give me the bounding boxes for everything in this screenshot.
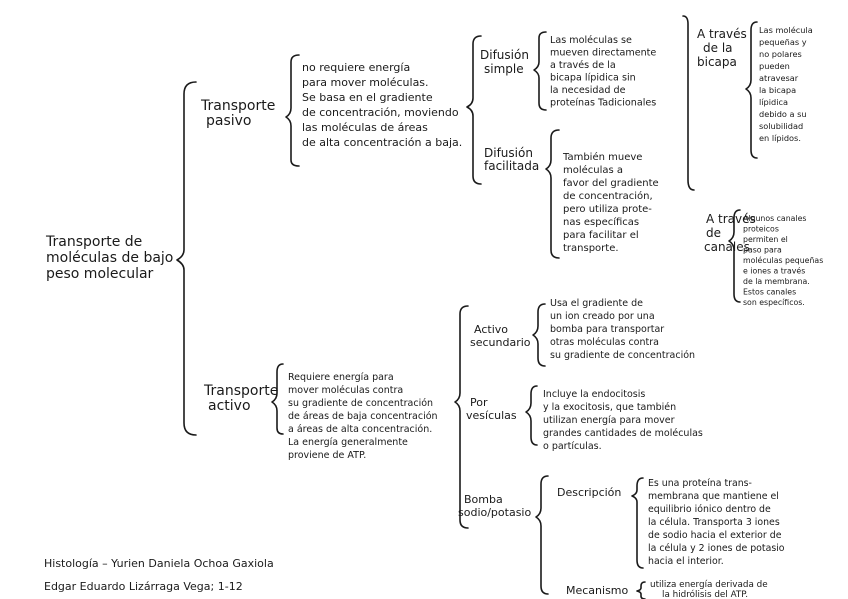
pump-description-label: Descripción: [557, 486, 622, 499]
pump-bracket: [536, 476, 548, 594]
simple-diffusion-label: Difusión simple: [480, 48, 529, 76]
channels-route-label: A través de canales: [704, 212, 756, 254]
pump-mechanism-text: utiliza energía derivada de la hidrólisis del ATP.: [650, 580, 768, 599]
pump-mechanism-label: Mecanismo: [566, 584, 629, 597]
bilayer-route-label: A través de la bicapa: [697, 27, 747, 69]
pump-description-text: Es una proteína trans- membrana que mantiene el equilibrio iónico dentro de la célula. Transporta 3 iones de sodio hacia el exterior de la célula y 2 iones de potasio hacia el interior.: [648, 478, 785, 567]
secondary-active-description: Usa el gradiente de un ion creado por una bomba para transportar otras moléculas contra su gradiente de concentración: [550, 298, 696, 361]
sodium-potassium-pump-label: Bomba sodio/potasio: [458, 493, 532, 519]
simple-diffusion-description: Las moléculas se mueven directamente a través de la bicapa lípidica sin la necesidad de proteínas Tadicionales: [550, 35, 657, 109]
passive-types-bracket: [467, 36, 481, 184]
passive-desc-bracket: [286, 55, 299, 166]
secondary-active-label: Activo secundario: [470, 323, 531, 349]
bilayer-bracket: [746, 22, 757, 158]
pump-description-bracket: [632, 478, 643, 568]
vesicles-label: Por vesículas: [466, 396, 517, 422]
simple-diffusion-right-bracket: [683, 16, 694, 190]
secondary-active-bracket: [533, 304, 545, 366]
root-topic: Transporte de moléculas de bajo peso molecular: [46, 234, 174, 282]
simple-diffusion-bracket: [534, 32, 546, 110]
facilitated-diffusion-description: También mueve moléculas a favor del gradiente de concentración, pero utiliza prote- nas específicas para facilitar el transporte.: [563, 152, 659, 254]
vesicles-bracket: [526, 386, 537, 445]
channels-description: Algunos canales proteicos permiten el paso para moléculas pequeñas e iones a través de la membrana. Estos canales son específicos.: [743, 214, 824, 307]
pump-mechanism-bracket: [637, 582, 645, 599]
active-label: Transporte activo: [204, 383, 279, 414]
bilayer-description: Las molécula pequeñas y no polares pueden atravesar la bicapa lípidica debido a su solubilidad en lípidos.: [759, 25, 813, 143]
active-desc-bracket: [272, 364, 283, 434]
facilitated-diffusion-bracket: [546, 130, 559, 258]
passive-label: Transporte pasivo: [201, 98, 276, 129]
course-authors-line: Histología – Yurien Daniela Ochoa Gaxiola: [44, 557, 274, 570]
root-bracket: [177, 82, 196, 435]
passive-description: no requiere energía para mover moléculas. Se basa en el gradiente de concentración, moviendo las moléculas de áreas de alta concentración a baja.: [302, 61, 463, 149]
authors-group-line: Edgar Eduardo Lizárraga Vega; 1-12: [44, 580, 243, 593]
active-description: Requiere energía para mover moléculas contra su gradiente de concentración de áreas de baja concentración a áreas de alta concentración. La energía generalmente proviene de ATP.: [288, 372, 438, 461]
vesicles-description: Incluye la endocitosis y la exocitosis, que también utilizan energía para mover grandes cantidades de moléculas o partículas.: [543, 389, 703, 452]
facilitated-diffusion-label: Difusión facilitada: [484, 146, 540, 173]
